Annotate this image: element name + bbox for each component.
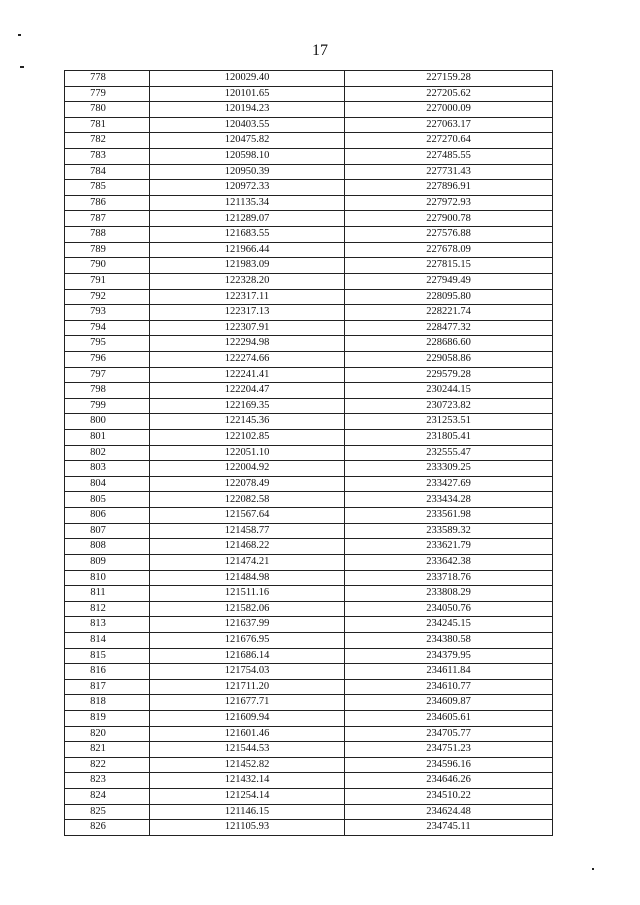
table-row — [65, 601, 553, 617]
table-row — [65, 586, 553, 602]
y-coordinate-cell: 228221.74 — [345, 305, 553, 321]
point-number-cell: 815 — [65, 648, 150, 664]
table-row — [65, 133, 553, 149]
table-row — [65, 414, 553, 430]
y-coordinate-cell: 227896.91 — [345, 180, 553, 196]
table-row — [65, 258, 553, 274]
x-coordinate-cell: 120598.10 — [150, 149, 345, 165]
x-coordinate-cell: 121289.07 — [150, 211, 345, 227]
point-number-cell: 789 — [65, 242, 150, 258]
x-coordinate-cell: 120475.82 — [150, 133, 345, 149]
y-coordinate-cell: 233621.79 — [345, 539, 553, 555]
y-coordinate-cell: 233561.98 — [345, 508, 553, 524]
scan-speck — [20, 66, 24, 68]
point-number-cell: 793 — [65, 305, 150, 321]
point-number-cell: 781 — [65, 117, 150, 133]
point-number-cell: 825 — [65, 804, 150, 820]
point-number-cell: 822 — [65, 757, 150, 773]
y-coordinate-cell: 229058.86 — [345, 351, 553, 367]
point-number-cell: 816 — [65, 664, 150, 680]
point-number-cell: 806 — [65, 508, 150, 524]
y-coordinate-cell: 227731.43 — [345, 164, 553, 180]
x-coordinate-cell: 121511.16 — [150, 586, 345, 602]
point-number-cell: 819 — [65, 710, 150, 726]
point-number-cell: 823 — [65, 773, 150, 789]
y-coordinate-cell: 234624.48 — [345, 804, 553, 820]
y-coordinate-cell: 233642.38 — [345, 554, 553, 570]
y-coordinate-cell: 232555.47 — [345, 445, 553, 461]
x-coordinate-cell: 120972.33 — [150, 180, 345, 196]
point-number-cell: 785 — [65, 180, 150, 196]
y-coordinate-cell: 227270.64 — [345, 133, 553, 149]
y-coordinate-cell: 231253.51 — [345, 414, 553, 430]
table-row — [65, 632, 553, 648]
table-row — [65, 102, 553, 118]
table-row — [65, 648, 553, 664]
coordinate-table-body — [65, 71, 553, 836]
y-coordinate-cell: 228686.60 — [345, 336, 553, 352]
point-number-cell: 796 — [65, 351, 150, 367]
point-number-cell: 794 — [65, 320, 150, 336]
table-row — [65, 617, 553, 633]
table-row — [65, 726, 553, 742]
point-number-cell: 802 — [65, 445, 150, 461]
point-number-cell: 826 — [65, 820, 150, 836]
point-number-cell: 801 — [65, 430, 150, 446]
x-coordinate-cell: 122145.36 — [150, 414, 345, 430]
point-number-cell: 780 — [65, 102, 150, 118]
coordinate-table — [64, 70, 553, 836]
y-coordinate-cell: 227000.09 — [345, 102, 553, 118]
table-row — [65, 539, 553, 555]
point-number-cell: 788 — [65, 227, 150, 243]
table-row — [65, 804, 553, 820]
x-coordinate-cell: 122169.35 — [150, 398, 345, 414]
table-row — [65, 117, 553, 133]
table-row — [65, 273, 553, 289]
x-coordinate-cell: 120101.65 — [150, 86, 345, 102]
x-coordinate-cell: 122307.91 — [150, 320, 345, 336]
y-coordinate-cell: 233427.69 — [345, 476, 553, 492]
point-number-cell: 784 — [65, 164, 150, 180]
coordinate-table-container — [64, 70, 552, 836]
x-coordinate-cell: 122204.47 — [150, 383, 345, 399]
x-coordinate-cell: 121637.99 — [150, 617, 345, 633]
y-coordinate-cell: 227159.28 — [345, 71, 553, 87]
point-number-cell: 779 — [65, 86, 150, 102]
x-coordinate-cell: 122241.41 — [150, 367, 345, 383]
x-coordinate-cell: 121254.14 — [150, 789, 345, 805]
table-row — [65, 242, 553, 258]
y-coordinate-cell: 229579.28 — [345, 367, 553, 383]
table-row — [65, 305, 553, 321]
y-coordinate-cell: 234705.77 — [345, 726, 553, 742]
point-number-cell: 814 — [65, 632, 150, 648]
x-coordinate-cell: 121105.93 — [150, 820, 345, 836]
table-row — [65, 445, 553, 461]
y-coordinate-cell: 234596.16 — [345, 757, 553, 773]
table-row — [65, 679, 553, 695]
table-row — [65, 570, 553, 586]
point-number-cell: 798 — [65, 383, 150, 399]
x-coordinate-cell: 122082.58 — [150, 492, 345, 508]
point-number-cell: 808 — [65, 539, 150, 555]
x-coordinate-cell: 120194.23 — [150, 102, 345, 118]
table-row — [65, 164, 553, 180]
y-coordinate-cell: 234611.84 — [345, 664, 553, 680]
y-coordinate-cell: 233589.32 — [345, 523, 553, 539]
x-coordinate-cell: 121754.03 — [150, 664, 345, 680]
y-coordinate-cell: 227900.78 — [345, 211, 553, 227]
x-coordinate-cell: 121146.15 — [150, 804, 345, 820]
point-number-cell: 778 — [65, 71, 150, 87]
point-number-cell: 800 — [65, 414, 150, 430]
y-coordinate-cell: 227815.15 — [345, 258, 553, 274]
x-coordinate-cell: 120403.55 — [150, 117, 345, 133]
x-coordinate-cell: 121966.44 — [150, 242, 345, 258]
y-coordinate-cell: 233808.29 — [345, 586, 553, 602]
point-number-cell: 804 — [65, 476, 150, 492]
point-number-cell: 820 — [65, 726, 150, 742]
x-coordinate-cell: 122051.10 — [150, 445, 345, 461]
x-coordinate-cell: 122078.49 — [150, 476, 345, 492]
y-coordinate-cell: 233718.76 — [345, 570, 553, 586]
x-coordinate-cell: 122102.85 — [150, 430, 345, 446]
table-row — [65, 227, 553, 243]
point-number-cell: 807 — [65, 523, 150, 539]
y-coordinate-cell: 227678.09 — [345, 242, 553, 258]
table-row — [65, 398, 553, 414]
x-coordinate-cell: 121544.53 — [150, 742, 345, 758]
x-coordinate-cell: 120950.39 — [150, 164, 345, 180]
point-number-cell: 791 — [65, 273, 150, 289]
x-coordinate-cell: 121484.98 — [150, 570, 345, 586]
table-row — [65, 320, 553, 336]
x-coordinate-cell: 121683.55 — [150, 227, 345, 243]
y-coordinate-cell: 234610.77 — [345, 679, 553, 695]
y-coordinate-cell: 234510.22 — [345, 789, 553, 805]
y-coordinate-cell: 230244.15 — [345, 383, 553, 399]
point-number-cell: 799 — [65, 398, 150, 414]
y-coordinate-cell: 234745.11 — [345, 820, 553, 836]
table-row — [65, 430, 553, 446]
point-number-cell: 797 — [65, 367, 150, 383]
y-coordinate-cell: 230723.82 — [345, 398, 553, 414]
y-coordinate-cell: 234379.95 — [345, 648, 553, 664]
y-coordinate-cell: 234646.26 — [345, 773, 553, 789]
x-coordinate-cell: 121135.34 — [150, 195, 345, 211]
point-number-cell: 805 — [65, 492, 150, 508]
table-row — [65, 554, 553, 570]
x-coordinate-cell: 121474.21 — [150, 554, 345, 570]
x-coordinate-cell: 122294.98 — [150, 336, 345, 352]
x-coordinate-cell: 121432.14 — [150, 773, 345, 789]
table-row — [65, 789, 553, 805]
y-coordinate-cell: 234380.58 — [345, 632, 553, 648]
x-coordinate-cell: 121677.71 — [150, 695, 345, 711]
x-coordinate-cell: 121983.09 — [150, 258, 345, 274]
point-number-cell: 812 — [65, 601, 150, 617]
point-number-cell: 787 — [65, 211, 150, 227]
x-coordinate-cell: 122004.92 — [150, 461, 345, 477]
y-coordinate-cell: 227576.88 — [345, 227, 553, 243]
point-number-cell: 786 — [65, 195, 150, 211]
table-row — [65, 773, 553, 789]
x-coordinate-cell: 121582.06 — [150, 601, 345, 617]
table-row — [65, 367, 553, 383]
y-coordinate-cell: 228095.80 — [345, 289, 553, 305]
x-coordinate-cell: 121458.77 — [150, 523, 345, 539]
y-coordinate-cell: 228477.32 — [345, 320, 553, 336]
y-coordinate-cell: 234605.61 — [345, 710, 553, 726]
y-coordinate-cell: 234609.87 — [345, 695, 553, 711]
y-coordinate-cell: 227949.49 — [345, 273, 553, 289]
scan-speck — [18, 34, 21, 36]
y-coordinate-cell: 227205.62 — [345, 86, 553, 102]
table-row — [65, 710, 553, 726]
table-row — [65, 180, 553, 196]
table-row — [65, 211, 553, 227]
table-row — [65, 492, 553, 508]
point-number-cell: 810 — [65, 570, 150, 586]
y-coordinate-cell: 231805.41 — [345, 430, 553, 446]
point-number-cell: 803 — [65, 461, 150, 477]
table-row — [65, 351, 553, 367]
y-coordinate-cell: 234245.15 — [345, 617, 553, 633]
y-coordinate-cell: 227063.17 — [345, 117, 553, 133]
point-number-cell: 821 — [65, 742, 150, 758]
page-number: 17 — [312, 42, 328, 59]
x-coordinate-cell: 121468.22 — [150, 539, 345, 555]
x-coordinate-cell: 122274.66 — [150, 351, 345, 367]
point-number-cell: 813 — [65, 617, 150, 633]
x-coordinate-cell: 122317.11 — [150, 289, 345, 305]
y-coordinate-cell: 234751.23 — [345, 742, 553, 758]
point-number-cell: 824 — [65, 789, 150, 805]
table-row — [65, 71, 553, 87]
table-row — [65, 336, 553, 352]
point-number-cell: 783 — [65, 149, 150, 165]
point-number-cell: 790 — [65, 258, 150, 274]
scan-speck — [592, 868, 594, 870]
y-coordinate-cell: 233309.25 — [345, 461, 553, 477]
point-number-cell: 782 — [65, 133, 150, 149]
x-coordinate-cell: 121601.46 — [150, 726, 345, 742]
point-number-cell: 809 — [65, 554, 150, 570]
table-row — [65, 86, 553, 102]
table-row — [65, 742, 553, 758]
x-coordinate-cell: 121567.64 — [150, 508, 345, 524]
table-row — [65, 695, 553, 711]
table-row — [65, 149, 553, 165]
y-coordinate-cell: 233434.28 — [345, 492, 553, 508]
table-row — [65, 461, 553, 477]
x-coordinate-cell: 122328.20 — [150, 273, 345, 289]
table-row — [65, 195, 553, 211]
table-row — [65, 523, 553, 539]
x-coordinate-cell: 122317.13 — [150, 305, 345, 321]
x-coordinate-cell: 121452.82 — [150, 757, 345, 773]
point-number-cell: 811 — [65, 586, 150, 602]
point-number-cell: 817 — [65, 679, 150, 695]
table-row — [65, 820, 553, 836]
point-number-cell: 795 — [65, 336, 150, 352]
x-coordinate-cell: 121676.95 — [150, 632, 345, 648]
table-row — [65, 383, 553, 399]
x-coordinate-cell: 120029.40 — [150, 71, 345, 87]
point-number-cell: 818 — [65, 695, 150, 711]
table-row — [65, 508, 553, 524]
x-coordinate-cell: 121711.20 — [150, 679, 345, 695]
table-row — [65, 664, 553, 680]
table-row — [65, 757, 553, 773]
y-coordinate-cell: 227485.55 — [345, 149, 553, 165]
y-coordinate-cell: 227972.93 — [345, 195, 553, 211]
point-number-cell: 792 — [65, 289, 150, 305]
table-row — [65, 289, 553, 305]
y-coordinate-cell: 234050.76 — [345, 601, 553, 617]
x-coordinate-cell: 121686.14 — [150, 648, 345, 664]
table-row — [65, 476, 553, 492]
x-coordinate-cell: 121609.94 — [150, 710, 345, 726]
